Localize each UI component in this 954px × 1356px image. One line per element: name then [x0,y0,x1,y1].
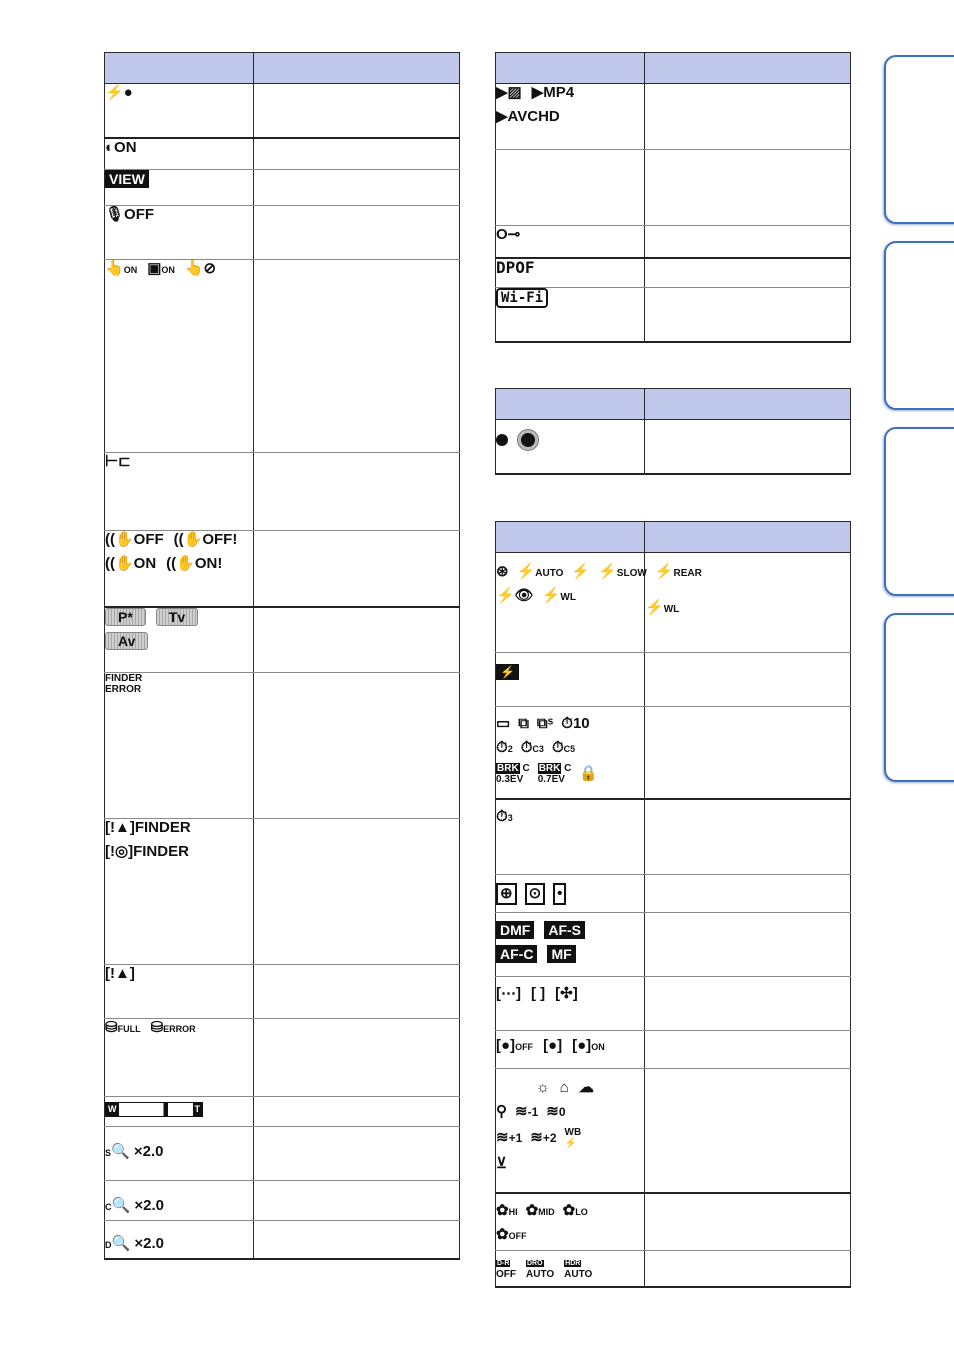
self-timer-3-icon: ⏱ 3 [496,807,513,825]
wide-focus-area-icon: [⋯] [496,985,521,1002]
custom-wb-icon: ⊻ [496,1155,507,1172]
mic-off-icon: 🎙OFF [105,206,155,223]
flexible-spot-icon: [✣] [555,985,578,1002]
soft-skin-lo-icon: ✿ LO [562,1201,588,1219]
side-tab-1[interactable] [884,55,954,224]
incandescent-wb-icon: ⚲ [496,1103,507,1120]
speed-priority-continuous-icon: ⧉ˢ [536,715,554,732]
steadyshot-off-icon: ((✋OFF [105,531,164,548]
touch-panel-on-icon: ▣ ON [147,260,175,277]
digital-zoom-icon: D 🔍 ×2.0 [105,1235,164,1252]
finder-overheat-icon: [!◎] FINDER [105,843,189,860]
center-focus-area-icon: [ ] [531,985,546,1002]
touch-shutter-on-icon: 👆 ON [105,260,138,277]
bracket-07ev-icon: BRK C 0.7EV [537,763,572,785]
program-shift-icon: P* [105,608,146,626]
face-detection-on-icon: [●] ON [572,1037,605,1054]
touch-disabled-icon: 👆⊘ [184,260,217,277]
dro-off-icon: D-R OFF [496,1260,516,1280]
smart-zoom-icon: S 🔍 ×2.0 [105,1143,164,1160]
af-c-icon: AF-C [496,945,537,963]
avchd-folder-icon: ▶ AVCHD [496,108,560,125]
self-timer-c3-icon: ⏱ C3 [520,739,544,756]
daylight-wb-icon: ☼ [536,1079,550,1096]
remote-commander-icon: 🔒 [579,765,599,782]
flash-off-icon: ⊛ [496,563,509,580]
left-header-meaning [254,53,460,84]
face-registered-icon: [●] [543,1037,563,1054]
dpof-icon: DPOF [496,257,535,277]
soft-skin-mid-icon: ✿ MID [525,1201,555,1219]
multi-metering-icon: ⊕ [496,883,517,905]
mf-icon: MF [547,945,575,963]
fluorescent-minus1-icon: ≋ -1 [515,1103,539,1120]
continuous-shooting-icon: ⧉ [518,715,529,732]
flash-wb-icon: WB ⚡ [564,1127,582,1149]
camera-temperature-icon: [!▲] [105,965,135,982]
dmf-icon: DMF [496,921,534,939]
rear-sync-icon: ⚡ REAR [654,563,702,580]
flash-compensation-icon: ⚡ [496,664,519,680]
red-eye-flash-icon: ⚡👁 [496,587,534,604]
database-full-icon: ⛁ FULL [105,1019,141,1036]
hdr-auto-icon: HDR AUTO [564,1260,593,1280]
soft-skin-off-icon: ✿ OFF [496,1225,527,1243]
wireless-flash-desc-icon: ⚡ WL [645,599,680,616]
mp4-folder-icon: ▶ MP4 [531,84,575,101]
recording-indicator-table [495,388,851,475]
fill-flash-icon: ⚡ [571,563,591,580]
shade-wb-icon: ⌂ [559,1079,569,1096]
still-image-folder-icon: ▶▨ [496,84,522,101]
flash-charging-icon-cell [105,84,254,138]
steadyshot-on-icon: ((✋ON [105,555,157,572]
dro-auto-icon: DRO AUTO [526,1260,555,1280]
fluorescent-plus1-icon: ≋ +1 [496,1129,523,1146]
wifi-icon: Wi-Fi [496,288,548,308]
cloudy-wb-icon: ☁ [578,1079,594,1096]
side-tab-3[interactable] [884,427,954,596]
sweep-panorama-icon: ⊢⊏ [105,453,131,470]
flash-auto-icon: ⚡ AUTO [516,563,564,580]
finder-temperature-warning-icon: [!▲] FINDER [105,819,191,836]
side-tab-4[interactable] [884,613,954,782]
slow-sync-icon: ⚡ SLOW [598,563,647,580]
center-metering-icon: ⊙ [525,883,546,905]
af-s-icon: AF-S [544,921,585,939]
af-illuminator-on-icon: ◐ON [105,138,137,156]
record-dot-icon [496,434,508,446]
face-detection-off-icon: [●] OFF [496,1037,534,1054]
aperture-priority-icon: Av [105,632,148,650]
database-error-icon: ⛁ ERROR [150,1019,196,1036]
steadyshot-off-warning-icon: ((✋OFF ! [173,531,238,548]
wireless-flash-icon: ⚡ WL [541,587,576,604]
clear-image-zoom-icon: C 🔍 ×2.0 [105,1197,164,1214]
left-icon-table [104,52,460,1260]
self-timer-2-icon: ⏱ 2 [496,739,513,756]
protect-key-icon: O⊸ [496,226,521,243]
bracket-03ev-icon: BRK C 0.3EV [496,763,530,785]
left-header-indicator [105,53,254,84]
playback-icon-table [495,52,851,343]
soft-skin-hi-icon: ✿ HI [496,1201,518,1219]
spot-metering-icon: • [553,883,566,905]
single-shooting-icon: ▭ [496,715,511,732]
self-timer-10-icon: ⏱ 10 [561,715,590,732]
flash-charging-icon: ⚡● [105,84,133,101]
steadyshot-on-warning-icon: ((✋ON ! [166,555,223,572]
zoom-scale-bar: W T [105,1102,203,1117]
fluorescent-plus2-icon: ≋ +2 [530,1129,557,1146]
side-tab-2[interactable] [884,241,954,410]
shooting-settings-table [495,521,851,1288]
shutter-priority-icon: Tv [156,608,198,626]
self-timer-c5-icon: ⏱ C5 [551,739,576,756]
fluorescent-0-icon: ≋ 0 [546,1103,566,1120]
live-view-icon: VIEW [105,170,149,188]
record-standby-icon [518,430,538,450]
finder-error-icon: FINDER ERROR [105,673,143,695]
